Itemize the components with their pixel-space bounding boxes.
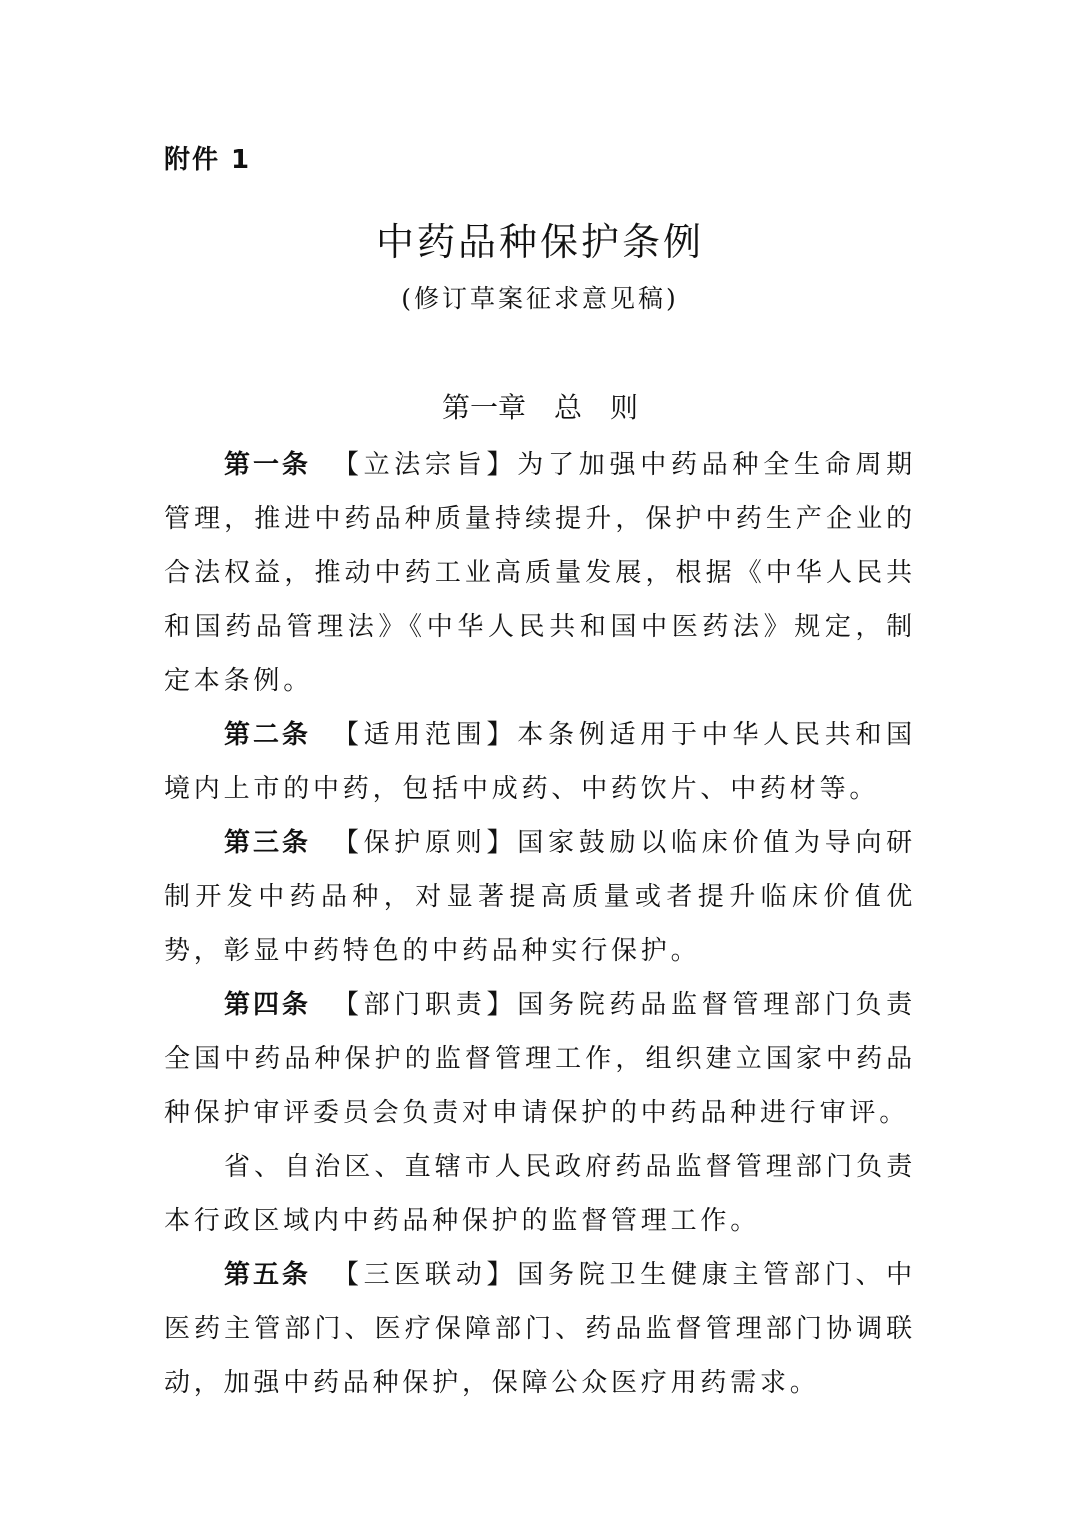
article-text: 【立法宗旨】为了加强中药品种全生命周期管理，推进中药品种质量持续提升，保护中药生产企业的合法权益，推动中药工业高质量发展，根据《中华人民共和国药品管理法》《中华人民共和国中医药法》规定，制定本条例。	[164, 450, 916, 696]
article-5	[164, 1248, 916, 1410]
article-number: 第三条	[224, 828, 311, 858]
attachment-label: 附件 1	[164, 145, 252, 175]
article-3	[164, 816, 916, 978]
article-number: 第五条	[224, 1260, 311, 1290]
document-title: 中药品种保护条例	[375, 220, 704, 264]
chapter-heading: 第一章 总 则	[441, 391, 638, 424]
document-subtitle: (修订草案征求意见稿)	[401, 284, 679, 313]
article-text: 【部门职责】国务院药品监督管理部门负责全国中药品种保护的监督管理工作，组织建立国家中药品种保护审评委员会负责对申请保护的中药品种进行审评。	[164, 990, 916, 1128]
paragraph-text: 省、自治区、直辖市人民政府药品监督管理部门负责本行政区域内中药品种保护的监督管理工作。	[164, 1152, 916, 1236]
document-body	[164, 438, 916, 1410]
article-number: 第四条	[224, 990, 311, 1020]
article-4-paragraph-2	[164, 1140, 916, 1248]
article-text: 【保护原则】国家鼓励以临床价值为导向研制开发中药品种，对显著提高质量或者提升临床价值优势，彰显中药特色的中药品种实行保护。	[164, 828, 916, 966]
article-4	[164, 978, 916, 1140]
article-2	[164, 708, 916, 816]
article-number: 第二条	[224, 720, 311, 750]
article-1	[164, 438, 916, 708]
article-text: 【三医联动】国务院卫生健康主管部门、中医药主管部门、医疗保障部门、药品监督管理部门协调联动，加强中药品种保护，保障公众医疗用药需求。	[164, 1260, 916, 1398]
article-text: 【适用范围】本条例适用于中华人民共和国境内上市的中药，包括中成药、中药饮片、中药材等。	[164, 720, 916, 804]
article-number: 第一条	[224, 450, 311, 480]
